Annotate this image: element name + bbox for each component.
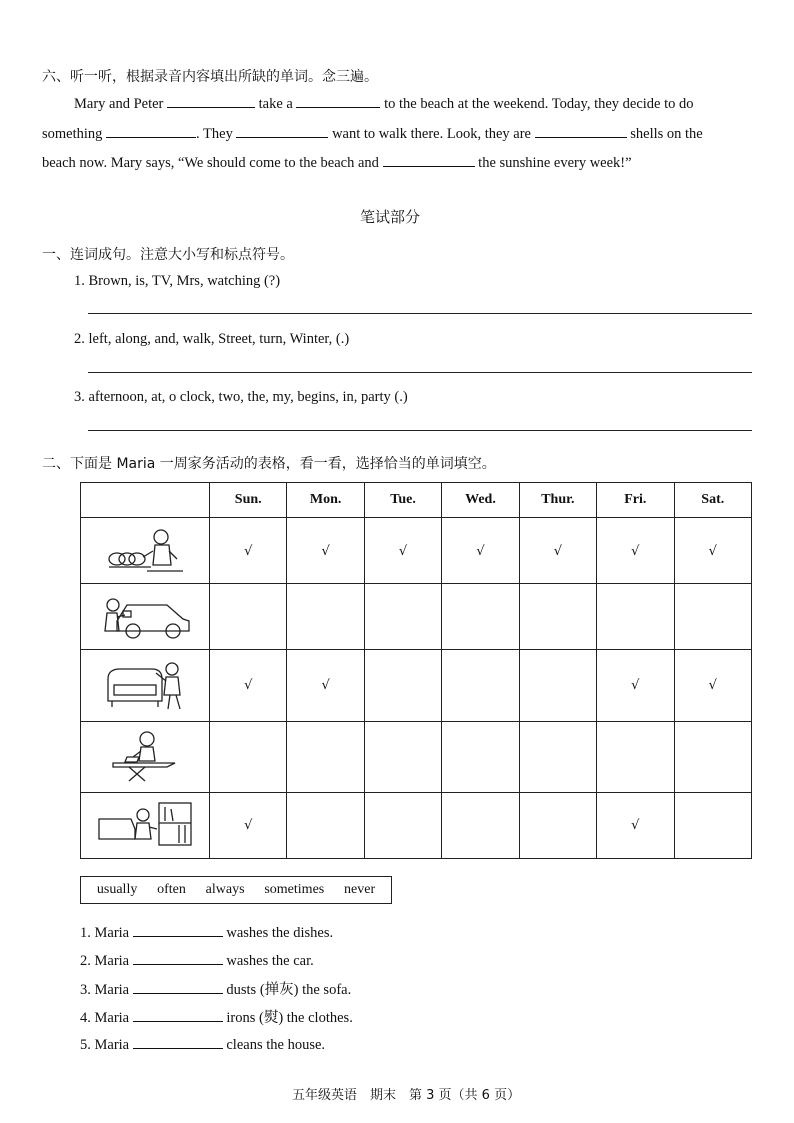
day-cell xyxy=(287,518,364,584)
check-mark: √ xyxy=(244,678,253,694)
day-header: Sun. xyxy=(210,483,287,518)
day-cell xyxy=(442,518,519,584)
word-bank-item: usually xyxy=(96,882,138,897)
question-4 xyxy=(80,1006,353,1027)
check-mark: √ xyxy=(631,678,640,694)
check-mark: √ xyxy=(708,543,717,559)
question-prefix: 2. Maria xyxy=(80,953,130,969)
listening-text: shells on the xyxy=(630,126,703,142)
day-cell xyxy=(364,721,441,792)
listening-text: Mary and Peter xyxy=(74,96,164,112)
day-cell xyxy=(210,792,287,858)
day-cell xyxy=(597,584,674,650)
fill-blank[interactable] xyxy=(535,123,627,138)
fill-blank[interactable] xyxy=(236,123,328,138)
check-mark: √ xyxy=(321,543,330,559)
day-cell xyxy=(287,584,364,650)
question-prefix: 3. Maria xyxy=(80,982,130,998)
question-1 xyxy=(80,922,333,942)
listening-text: take a xyxy=(258,96,293,112)
day-cell xyxy=(364,584,441,650)
day-header: Thur. xyxy=(519,483,596,518)
sentence-prompt-1: 1. Brown, is, TV, Mrs, watching (?) xyxy=(74,273,281,289)
question-suffix: irons (熨) the clothes. xyxy=(226,1010,353,1026)
corner-cell xyxy=(81,483,210,518)
day-cell xyxy=(597,518,674,584)
fill-blank[interactable] xyxy=(133,950,223,965)
table-header-row xyxy=(81,483,752,518)
day-cell xyxy=(287,721,364,792)
question-prefix: 5. Maria xyxy=(80,1037,130,1053)
listening-text: something xyxy=(42,126,103,142)
day-cell xyxy=(597,721,674,792)
question-3 xyxy=(80,978,351,999)
day-cell xyxy=(674,792,751,858)
answer-line-3[interactable] xyxy=(88,430,752,431)
day-header: Sat. xyxy=(674,483,751,518)
fill-blank[interactable] xyxy=(167,93,255,108)
fill-blank[interactable] xyxy=(133,1034,223,1049)
dusting-sofa-picture xyxy=(81,650,210,721)
washing-car-picture xyxy=(81,584,210,650)
listening-text: to the beach at the weekend. Today, they decide to do xyxy=(384,96,694,112)
day-cell xyxy=(674,584,751,650)
day-cell xyxy=(210,584,287,650)
question-5 xyxy=(80,1034,325,1054)
day-header: Mon. xyxy=(287,483,364,518)
check-mark: √ xyxy=(631,543,640,559)
day-cell xyxy=(519,721,596,792)
day-cell xyxy=(519,584,596,650)
answer-line-1[interactable] xyxy=(88,313,752,314)
day-cell xyxy=(519,518,596,584)
day-header: Tue. xyxy=(364,483,441,518)
day-cell xyxy=(287,792,364,858)
check-mark: √ xyxy=(321,678,330,694)
question-prefix: 4. Maria xyxy=(80,1010,130,1026)
question-suffix: washes the car. xyxy=(226,953,314,969)
cleaning-house-picture xyxy=(81,792,210,858)
day-cell xyxy=(210,721,287,792)
table-row xyxy=(81,650,752,721)
check-mark: √ xyxy=(398,543,408,559)
listening-line-2 xyxy=(42,123,703,143)
section1-heading: 一、连词成句。注意大小写和标点符号。 xyxy=(42,247,294,263)
page-footer: 五年级英语 期末 第 3 页（共 6 页） xyxy=(292,1088,521,1103)
word-bank xyxy=(80,876,392,904)
listening-text: . They xyxy=(196,126,233,142)
listening-heading: 六、听一听，根据录音内容填出所缺的单词。念三遍。 xyxy=(42,69,378,85)
listening-text: beach now. Mary says, “We should come to the beach and xyxy=(42,155,379,171)
ironing-clothes-picture xyxy=(81,721,210,792)
question-suffix: dusts (掸灰) the sofa. xyxy=(226,982,352,998)
section2-heading: 二、下面是 Maria 一周家务活动的表格，看一看，选择恰当的单词填空。 xyxy=(42,456,496,472)
chore-table xyxy=(80,482,752,859)
word-bank-item: sometimes xyxy=(264,882,325,897)
day-cell xyxy=(364,518,441,584)
word-bank-item: often xyxy=(157,882,186,897)
check-mark: √ xyxy=(631,818,640,834)
table-row xyxy=(81,792,752,858)
written-section-title: 笔试部分 xyxy=(360,208,421,226)
answer-line-2[interactable] xyxy=(88,372,752,373)
day-cell xyxy=(210,650,287,721)
day-cell xyxy=(597,792,674,858)
question-suffix: cleans the house. xyxy=(226,1037,326,1053)
table-row xyxy=(81,518,752,584)
listening-line-1 xyxy=(74,93,694,113)
day-cell xyxy=(210,518,287,584)
fill-blank[interactable] xyxy=(296,93,380,108)
day-header: Fri. xyxy=(597,483,674,518)
listening-text: want to walk there. Look, they are xyxy=(332,126,531,142)
day-cell xyxy=(519,792,596,858)
check-mark: √ xyxy=(553,543,563,559)
day-cell xyxy=(674,650,751,721)
question-2 xyxy=(80,950,314,970)
day-cell xyxy=(442,721,519,792)
day-cell xyxy=(442,584,519,650)
table-row xyxy=(81,721,752,792)
word-bank-item: never xyxy=(344,882,376,897)
fill-blank[interactable] xyxy=(133,979,223,994)
day-cell xyxy=(287,650,364,721)
check-mark: √ xyxy=(708,678,717,694)
day-cell xyxy=(364,792,441,858)
day-cell xyxy=(364,650,441,721)
listening-line-3 xyxy=(42,152,632,172)
check-mark: √ xyxy=(244,543,253,559)
check-mark: √ xyxy=(476,543,485,559)
table-row xyxy=(81,584,752,650)
fill-blank[interactable] xyxy=(133,1007,223,1022)
day-cell xyxy=(674,721,751,792)
word-bank-item: always xyxy=(205,882,245,897)
washing-dishes-picture xyxy=(81,518,210,584)
day-cell xyxy=(519,650,596,721)
day-cell xyxy=(674,518,751,584)
question-suffix: washes the dishes. xyxy=(226,925,334,941)
fill-blank[interactable] xyxy=(106,123,196,138)
day-cell xyxy=(442,792,519,858)
day-header: Wed. xyxy=(442,483,519,518)
sentence-prompt-3: 3. afternoon, at, o clock, two, the, my, begins, in, party (.) xyxy=(74,389,408,405)
day-cell xyxy=(442,650,519,721)
sentence-prompt-2: 2. left, along, and, walk, Street, turn, Winter, (.) xyxy=(74,331,350,347)
check-mark: √ xyxy=(244,818,253,834)
fill-blank[interactable] xyxy=(383,152,475,167)
fill-blank[interactable] xyxy=(133,922,223,937)
question-prefix: 1. Maria xyxy=(80,925,130,941)
listening-text: the sunshine every week!” xyxy=(478,155,632,171)
day-cell xyxy=(597,650,674,721)
